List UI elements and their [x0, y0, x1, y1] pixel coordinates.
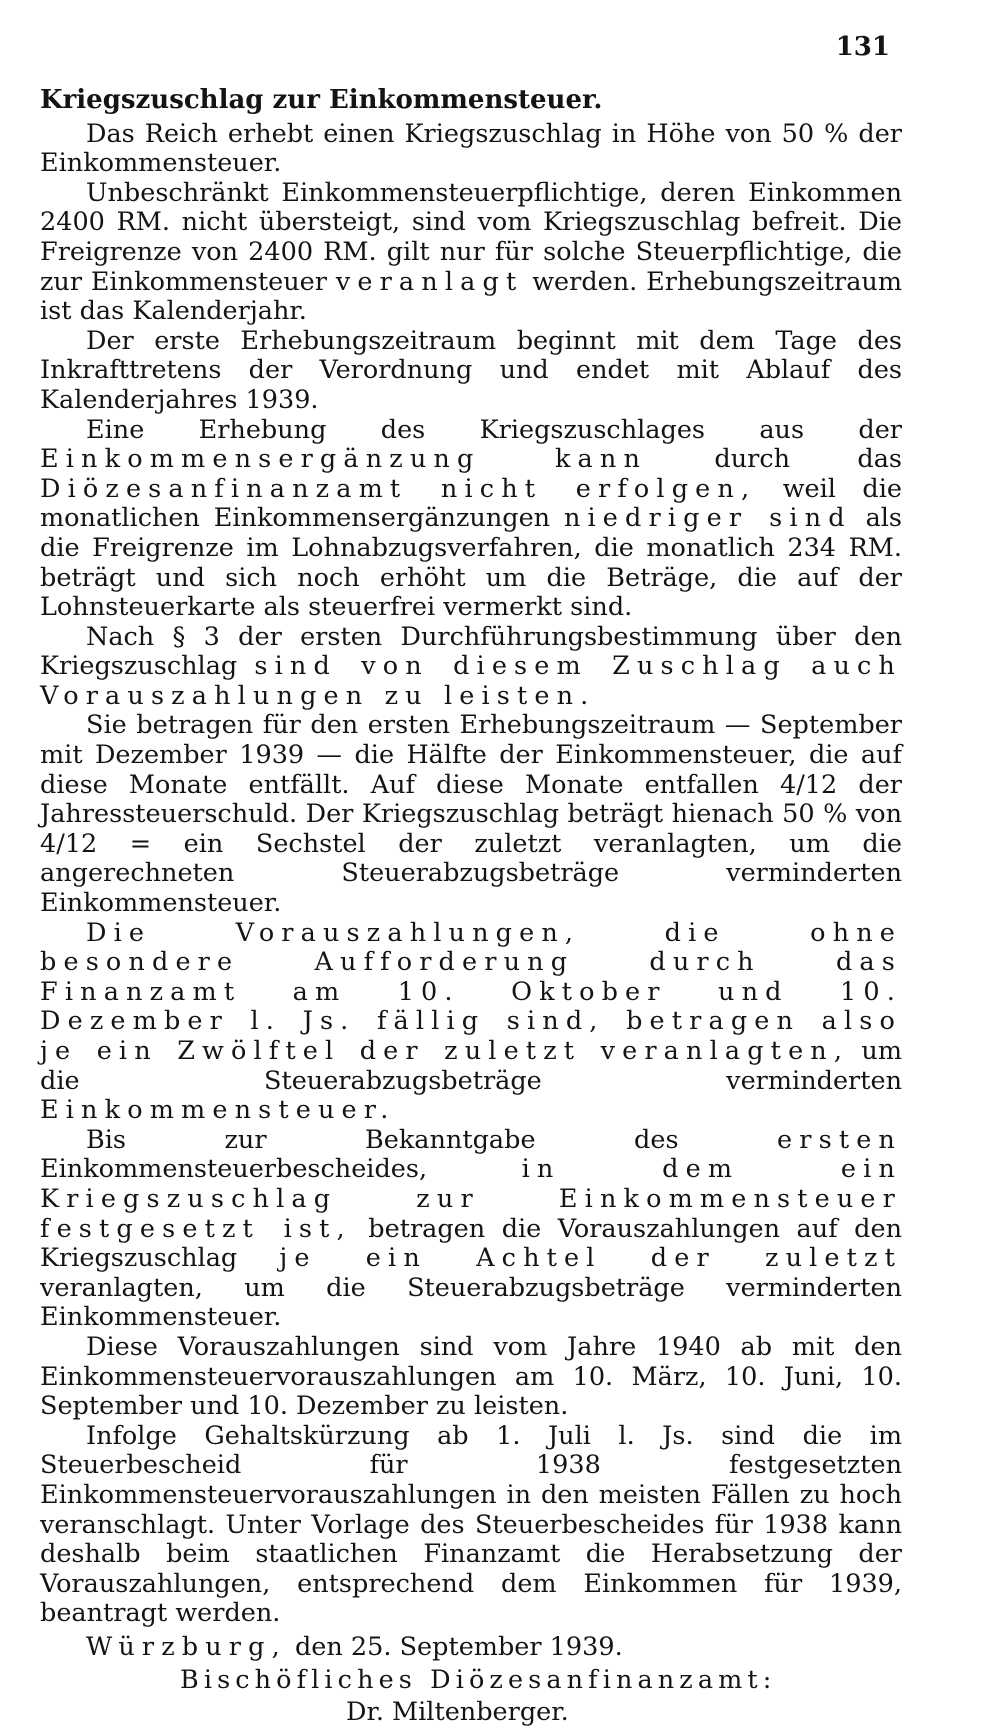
paragraph-6-text: Sie betragen für den ersten Erhebungszeitraum — September mit Dezember 1939 — die Hälfte der Einkommensteuer, die auf diese Monate entfällt. Auf diese Monate entfallen 4/12 der Jahressteuerschuld. Der Kriegszuschlag beträgt hienach 50 % von 4/12 = ein Sechstel der zuletzt veranlagten, um die angerechneten Steuerabzugsbeträge verminderten Einkommensteuer. — [40, 710, 902, 919]
paragraph-8-text-a: Bis zur Bekanntgabe des — [86, 1124, 679, 1155]
page-number: 131 — [835, 32, 890, 62]
paragraph-4-spaced-1: Einkommensergänzung kann — [40, 444, 648, 475]
paragraph-2-text-a: Unbeschränkt Einkommensteuerpflichtige, deren Einkommen 2400 RM. nicht übersteigt, sind vom Kriegszuschlag befreit. Die Freigrenze von 2400 RM. gilt nur für solche Steuerpflichtige, die zur Einkommensteuer — [40, 177, 902, 297]
paragraph-7-spaced-1: Die Vorauszahlungen, die ohne besondere Aufforderung durch das Finanzamt am 10. Oktober und 10. Dezember l. Js. fällig sind, betragen also je ein Zwölftel der zuletzt veranlagten, — [40, 917, 902, 1066]
paragraph-8-text-b: Einkommensteuerbescheides, — [40, 1154, 428, 1185]
paragraph-6 — [40, 711, 902, 918]
paragraph-4-spaced-2: Diözesanfinanzamt nicht erfolgen, — [40, 473, 757, 504]
paragraph-8-text-d: veranlagten, um die Steuerabzugsbeträge verminderten Einkommensteuer. — [40, 1272, 902, 1333]
paragraph-10-text: Infolge Gehaltskürzung ab 1. Juli l. Js. sind die im Steuerbescheid für 1938 festgesetzten Einkommensteuervorauszahlungen in den meisten Fällen zu hoch veranschlagt. Unter Vorlage des Steuerbescheides für 1938 kann deshalb beim staatlichen Finanzamt die Herabsetzung der Vorauszahlungen, entsprechend dem Einkommen für 1939, beantragt werden. — [40, 1420, 902, 1629]
paragraph-5-spaced: sind von diesem Zuschlag auch Vorauszahlungen zu leisten. — [40, 651, 902, 711]
paragraph-5 — [40, 623, 902, 712]
paragraph-3-text: Der erste Erhebungszeitraum beginnt mit dem Tage des Inkrafttretens der Verordnung und endet mit Ablauf des Kalenderjahres 1939. — [40, 325, 902, 415]
paragraph-4-text-d: als die Freigrenze im Lohnabzugsverfahren, die monatlich 234 RM. beträgt und sich noch erhöht um die Beträge, die auf der Lohnsteuerkarte als steuerfrei vermerkt sind. — [40, 503, 903, 623]
paragraph-8-spaced-1: ersten — [777, 1124, 902, 1155]
paragraph-2-spaced: veranlagt — [335, 266, 524, 297]
closing-date: den 25. September 1939. — [294, 1631, 623, 1662]
paragraph-9-text: Diese Vorauszahlungen sind vom Jahre 1940 ab mit den Einkommensteuervorauszahlungen am 10. März, 10. Juni, 10. September und 10. Dezember zu leisten. — [40, 1331, 902, 1422]
paragraph-1 — [40, 120, 902, 179]
paragraph-4-spaced-3: niedriger sind — [563, 503, 852, 534]
article — [40, 86, 902, 1728]
paragraph-5-text: Nach § 3 der ersten Durchführungsbestimmung über den Kriegszuschlag — [40, 621, 902, 682]
paragraph-3 — [40, 327, 902, 416]
paragraph-2 — [40, 179, 902, 327]
issuing-office: Bischöfliches Diözesanfinanzamt: — [180, 1665, 777, 1696]
paragraph-7-spaced-2: Einkommensteuer. — [40, 1095, 396, 1126]
signature-name: Dr. Miltenberger. — [346, 1697, 569, 1728]
paragraph-7-text: um die Steuerabzugsbeträge verminderten — [40, 1036, 903, 1096]
paragraph-7 — [40, 919, 902, 1126]
paragraph-4-text-b: durch das — [714, 444, 903, 475]
article-heading: Kriegszuschlag zur Einkommensteuer. — [40, 85, 603, 115]
paragraph-4 — [40, 416, 902, 623]
paragraph-10 — [40, 1422, 902, 1629]
paragraph-8-spaced-2: in dem ein Kriegszuschlag zur Einkommensteuer festgesetzt ist, — [40, 1154, 902, 1244]
paragraph-2-text-b: werden. Erhebungszeitraum ist das Kalenderjahr. — [40, 266, 902, 327]
paragraph-8 — [40, 1126, 902, 1333]
paragraph-4-text-a: Eine Erhebung des Kriegszuschlages aus der — [86, 414, 902, 445]
paragraph-8-text-c: betragen die Vorauszahlungen auf den Kriegszuschlag — [40, 1213, 902, 1274]
paragraph-1-text: Das Reich erhebt einen Kriegszuschlag in Höhe von 50 % der Einkommensteuer. — [40, 118, 902, 179]
closing-place: Würzburg, — [86, 1631, 287, 1662]
paragraph-9 — [40, 1333, 902, 1422]
paragraph-4-text-c: weil die monatlichen Einkommensergänzungen — [40, 473, 902, 534]
closing-line — [40, 1633, 902, 1663]
paragraph-8-spaced-3: je ein Achtel der zuletzt — [279, 1243, 903, 1274]
